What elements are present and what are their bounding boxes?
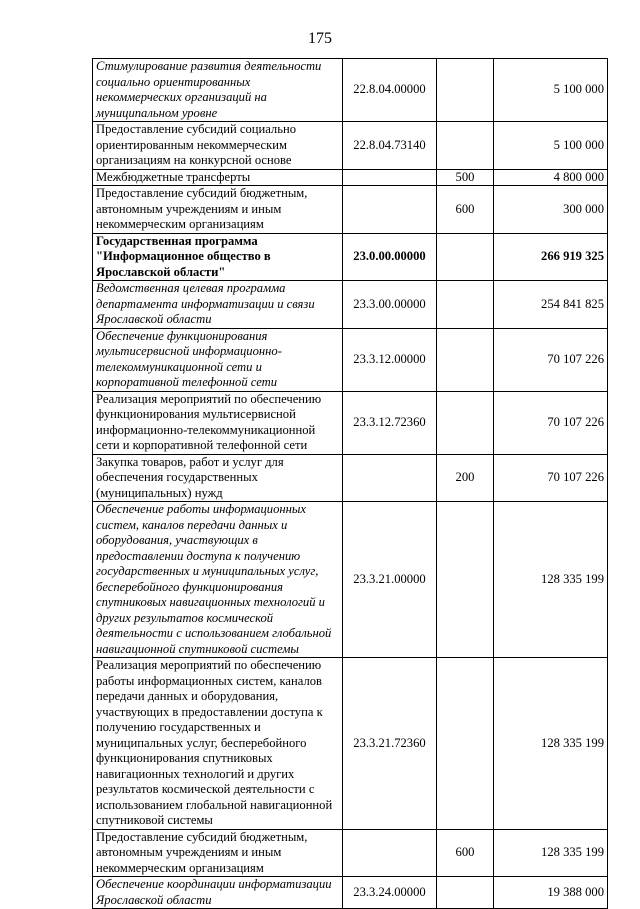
- row-code-cell: [343, 454, 437, 502]
- table-row: [93, 454, 608, 502]
- row-code-cell: 22.8.04.73140: [343, 122, 437, 170]
- row-amount-cell: 4 800 000: [494, 169, 608, 186]
- row-name-cell: Стимулирование развития деятельности социально ориентированных некоммерческих организаций на муниципальном уровне: [93, 59, 343, 122]
- row-code-cell: 23.3.21.00000: [343, 502, 437, 658]
- row-name-cell: Ведомственная целевая программа департамента информатизации и связи Ярославской области: [93, 281, 343, 329]
- row-name-cell: Обеспечение координации информатизации Ярославской области: [93, 877, 343, 909]
- row-amount-cell: 128 335 199: [494, 502, 608, 658]
- row-code-cell: [343, 186, 437, 234]
- row-name-cell: Закупка товаров, работ и услуг для обеспечения государственных (муниципальных) нужд: [93, 454, 343, 502]
- row-code-cell: 23.3.00.00000: [343, 281, 437, 329]
- row-code-cell: 23.0.00.00000: [343, 233, 437, 281]
- row-amount-cell: 254 841 825: [494, 281, 608, 329]
- row-expense-type-cell: 600: [437, 186, 494, 234]
- row-code-cell: 23.3.21.72360: [343, 658, 437, 830]
- row-name-cell: Обеспечение работы информационных систем, каналов передачи данных и оборудования, участвующих в предоставлении доступа к получению государственных и муниципальных услуг, бесперебойного функционирования спутниковых навигационных технологий и других результатов космической деятельности с использованием глобальной навигационной спутниковой системы: [93, 502, 343, 658]
- row-expense-type-cell: [437, 502, 494, 658]
- row-name-cell: Реализация мероприятий по обеспечению функционирования мультисервисной информационно-телекоммуникационной сети и корпоративной телефонной сети: [93, 391, 343, 454]
- row-name-cell: Предоставление субсидий социально ориентированным некоммерческим организациям на конкурсной основе: [93, 122, 343, 170]
- row-code-cell: [343, 169, 437, 186]
- row-amount-cell: 70 107 226: [494, 454, 608, 502]
- budget-table-body: [93, 59, 608, 909]
- row-amount-cell: 5 100 000: [494, 122, 608, 170]
- row-amount-cell: 300 000: [494, 186, 608, 234]
- table-row: [93, 59, 608, 122]
- row-expense-type-cell: 200: [437, 454, 494, 502]
- row-amount-cell: 128 335 199: [494, 658, 608, 830]
- row-expense-type-cell: [437, 59, 494, 122]
- row-amount-cell: 19 388 000: [494, 877, 608, 909]
- table-row: [93, 658, 608, 830]
- row-expense-type-cell: [437, 391, 494, 454]
- row-name-cell: Обеспечение функционирования мультисервисной информационно-телекоммуникационной сети и корпоративной телефонной сети: [93, 328, 343, 391]
- table-row: [93, 391, 608, 454]
- table-row: [93, 328, 608, 391]
- row-expense-type-cell: 600: [437, 829, 494, 877]
- page-number: 175: [308, 30, 332, 47]
- table-row: [93, 829, 608, 877]
- row-name-cell: Государственная программа "Информационное общество в Ярославской области": [93, 233, 343, 281]
- row-amount-cell: 5 100 000: [494, 59, 608, 122]
- row-amount-cell: 266 919 325: [494, 233, 608, 281]
- row-expense-type-cell: [437, 233, 494, 281]
- row-code-cell: 22.8.04.00000: [343, 59, 437, 122]
- row-expense-type-cell: [437, 122, 494, 170]
- table-row: [93, 169, 608, 186]
- row-expense-type-cell: [437, 877, 494, 909]
- row-code-cell: 23.3.12.72360: [343, 391, 437, 454]
- row-expense-type-cell: [437, 328, 494, 391]
- row-name-cell: Предоставление субсидий бюджетным, автономным учреждениям и иным некоммерческим организациям: [93, 829, 343, 877]
- row-name-cell: Межбюджетные трансферты: [93, 169, 343, 186]
- row-expense-type-cell: [437, 658, 494, 830]
- table-row: [93, 502, 608, 658]
- row-amount-cell: 128 335 199: [494, 829, 608, 877]
- row-code-cell: 23.3.12.00000: [343, 328, 437, 391]
- row-amount-cell: 70 107 226: [494, 328, 608, 391]
- row-amount-cell: 70 107 226: [494, 391, 608, 454]
- row-name-cell: Предоставление субсидий бюджетным, автономным учреждениям и иным некоммерческим организациям: [93, 186, 343, 234]
- table-row: [93, 186, 608, 234]
- table-row: [93, 122, 608, 170]
- row-expense-type-cell: [437, 281, 494, 329]
- budget-table: [92, 58, 608, 909]
- table-row: [93, 281, 608, 329]
- row-name-cell: Реализация мероприятий по обеспечению работы информационных систем, каналов передачи данных и оборудования, участвующих в предоставлении доступа к получению государственных и муниципальных услуг, бесперебойного функционирования спутниковых навигационных технологий и других результатов космической деятельности с использованием глобальной навигационной спутниковой системы: [93, 658, 343, 830]
- row-expense-type-cell: 500: [437, 169, 494, 186]
- row-code-cell: [343, 829, 437, 877]
- table-row: [93, 877, 608, 909]
- table-row: [93, 233, 608, 281]
- row-code-cell: 23.3.24.00000: [343, 877, 437, 909]
